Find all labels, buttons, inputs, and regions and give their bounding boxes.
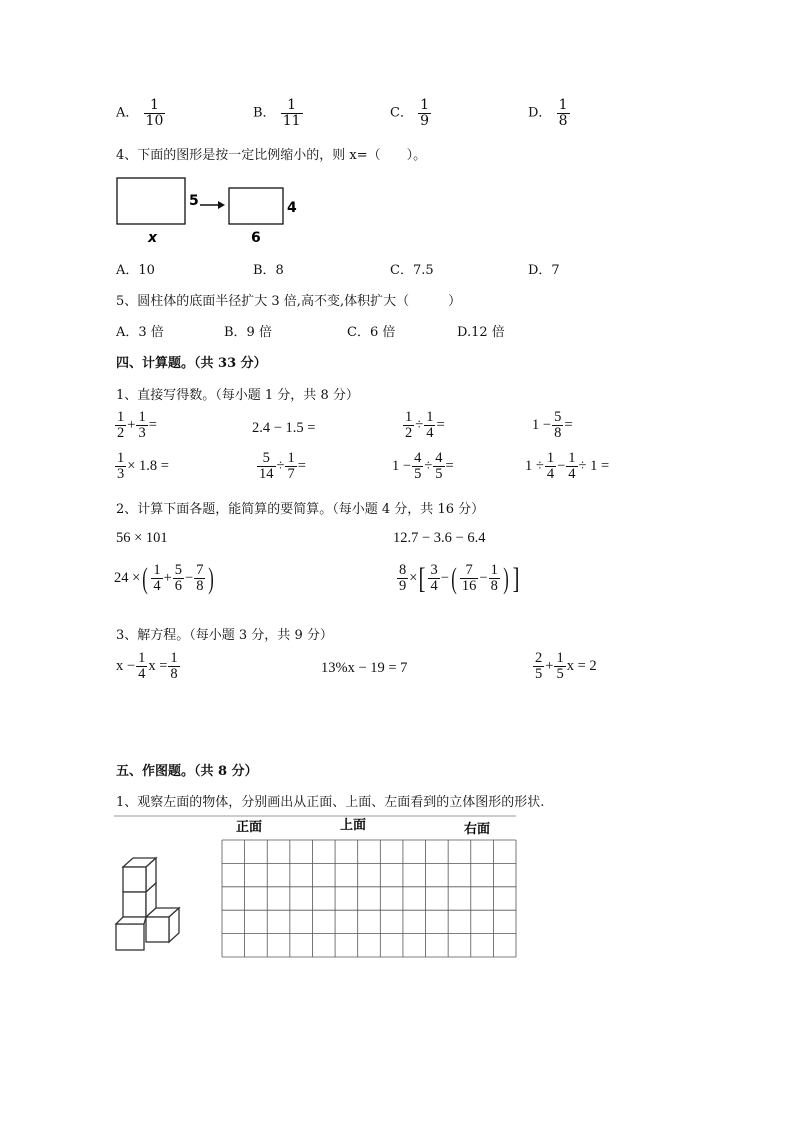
big-right-label: 5 bbox=[189, 193, 199, 209]
label-top: 上面 bbox=[340, 818, 367, 833]
q4-option-c: C．7.5 bbox=[390, 263, 434, 278]
big-rectangle bbox=[117, 178, 185, 224]
arrow-head bbox=[218, 201, 225, 209]
q3-option-a: A． $\frac{1}{10}$ bbox=[116, 97, 164, 129]
q4-figure bbox=[112, 172, 312, 248]
section4-title: 四、计算题。（共 33 分） bbox=[116, 356, 267, 371]
equation-2: 13%x − 19 = 7 bbox=[321, 660, 408, 676]
q5-option-a: A．3 倍 bbox=[116, 325, 164, 340]
q5-option-d: D.12 倍 bbox=[457, 325, 505, 340]
q4-option-b: B．8 bbox=[253, 263, 284, 278]
section4-p2-title: 2、计算下面各题，能简算的要简算。（每小题 4 分，共 16 分） bbox=[116, 502, 485, 517]
section5-title: 五、作图题。（共 8 分） bbox=[116, 764, 258, 779]
calc-2c: 24 ×( $\frac{1}{4}$ + $\frac{5}{6}$ − $\frac{7}{8}$ ) bbox=[114, 561, 215, 595]
calc-1d: 1 − $\frac{5}{8}$ = bbox=[532, 409, 573, 442]
calc-1b: 2.4 − 1.5 = bbox=[252, 420, 316, 436]
calc-1e: $\frac{1}{3}$ × 1.8 = bbox=[117, 450, 169, 483]
q5-question: 5、圆柱体的底面半径扩大 3 倍,高不变,体积扩大（ ） bbox=[116, 294, 462, 309]
q4-option-d: D．7 bbox=[528, 263, 560, 278]
drawing-area bbox=[112, 812, 522, 964]
calc-2b: 12.7 − 3.6 − 6.4 bbox=[393, 530, 486, 546]
label-front: 正面 bbox=[236, 820, 263, 835]
q3-option-d: D． $\frac{1}{8}$ bbox=[528, 97, 568, 129]
equation-1: x − $\frac{1}{4}$ x = $\frac{1}{8}$ bbox=[116, 650, 178, 683]
equation-3: $\frac{2}{5}$ + $\frac{1}{5}$ x = 2 bbox=[535, 650, 597, 683]
section4-p1-title: 1、直接写得数。（每小题 1 分，共 8 分） bbox=[116, 388, 359, 403]
q3-option-c: C． $\frac{1}{9}$ bbox=[390, 97, 430, 129]
drawing-grid[interactable] bbox=[222, 840, 516, 957]
small-rectangle bbox=[229, 188, 283, 224]
cube-object bbox=[116, 858, 179, 950]
calc-2a: 56 × 101 bbox=[116, 530, 168, 546]
calc-1h: 1 ÷ $\frac{1}{4}$ − $\frac{1}{4}$ ÷ 1 = bbox=[525, 450, 610, 483]
section4-p3-title: 3、解方程。（每小题 3 分，共 9 分） bbox=[116, 628, 333, 643]
big-bottom-label: x bbox=[148, 230, 158, 246]
calc-1c: $\frac{1}{2}$ ÷ $\frac{1}{4}$ = bbox=[405, 409, 445, 442]
q3-option-b: B． $\frac{1}{11}$ bbox=[253, 97, 301, 129]
q4-option-a: A．10 bbox=[116, 263, 155, 278]
q4-question: 4、下面的图形是按一定比例缩小的，则 x=（ ）。 bbox=[116, 148, 427, 163]
section5-p1-title: 1、观察左面的物体，分别画出从正面、上面、左面看到的立体图形的形状. bbox=[116, 795, 545, 810]
q5-option-b: B．9 倍 bbox=[224, 325, 272, 340]
calc-2d: $\frac{8}{9}$ ×[ $\frac{3}{4}$ −( $\frac{7}{16}$ − $\frac{1}{8}$ ) ] bbox=[399, 561, 520, 595]
small-bottom-label: 6 bbox=[251, 230, 261, 246]
calc-1a: $\frac{1}{2}$ + $\frac{1}{3}$ = bbox=[117, 409, 157, 442]
label-right: 右面 bbox=[464, 822, 491, 837]
q5-option-c: C．6 倍 bbox=[347, 325, 396, 340]
calc-1g: 1 − $\frac{4}{5}$ ÷ $\frac{4}{5}$ = bbox=[392, 450, 454, 483]
small-right-label: 4 bbox=[287, 200, 297, 216]
calc-1f: $\frac{5}{14}$ ÷ $\frac{1}{7}$ = bbox=[259, 450, 306, 483]
